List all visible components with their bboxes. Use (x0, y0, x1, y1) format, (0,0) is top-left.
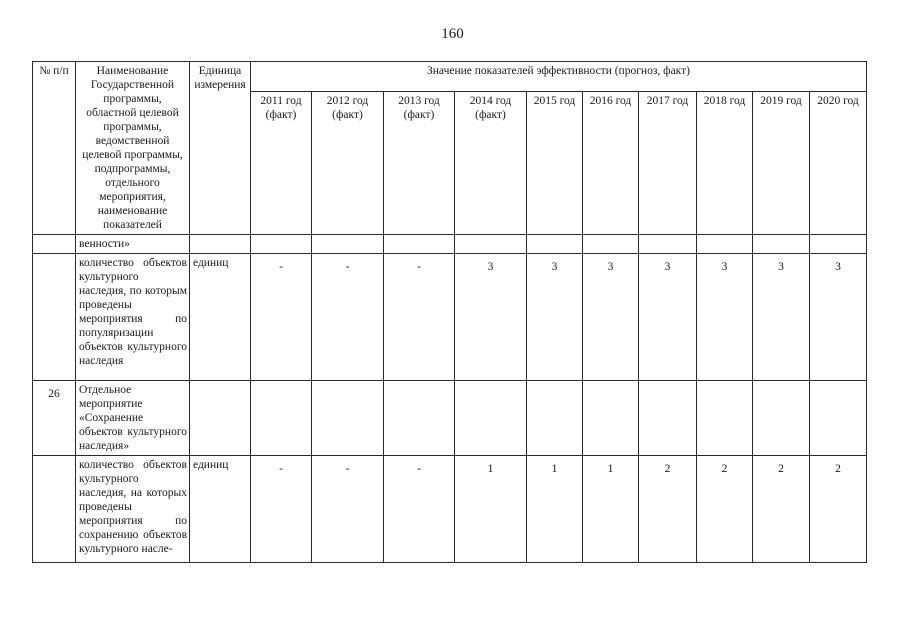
header-year: 2013 год (факт) (384, 92, 455, 235)
header-year: 2015 год (527, 92, 583, 235)
row-value: - (384, 456, 455, 563)
row-unit (190, 235, 251, 254)
row-name: количество объектов культурного наследия, по которым проведены мероприятия по популяризации объектов культурного наследия (76, 254, 190, 381)
row-value (583, 235, 639, 254)
row-unit: единиц (190, 456, 251, 563)
row-value: 2 (753, 456, 810, 563)
row-value (455, 235, 527, 254)
row-name: Отдельное мероприятие «Сохранение объектов культурного наследия» (76, 381, 190, 456)
header-values-group: Значение показателей эффективности (прогноз, факт) (251, 62, 867, 92)
row-value: 2 (639, 456, 697, 563)
row-value: 3 (455, 254, 527, 381)
row-value (251, 235, 312, 254)
row-value: 2 (810, 456, 867, 563)
row-value: 3 (583, 254, 639, 381)
row-value (639, 235, 697, 254)
row-value (697, 381, 753, 456)
row-value (639, 381, 697, 456)
page-number: 160 (441, 26, 464, 42)
header-year: 2014 год (факт) (455, 92, 527, 235)
row-value (753, 235, 810, 254)
row-value: 3 (810, 254, 867, 381)
table-row (33, 254, 867, 381)
row-value (527, 381, 583, 456)
header-row-main (33, 62, 867, 92)
row-value: 1 (455, 456, 527, 563)
header-year: 2017 год (639, 92, 697, 235)
row-value (810, 235, 867, 254)
row-unit: единиц (190, 254, 251, 381)
header-year: 2019 год (753, 92, 810, 235)
row-value: 1 (583, 456, 639, 563)
header-year: 2016 год (583, 92, 639, 235)
row-value: - (251, 456, 312, 563)
row-num (33, 235, 76, 254)
row-value (583, 381, 639, 456)
row-value (455, 381, 527, 456)
row-value: - (251, 254, 312, 381)
row-value (697, 235, 753, 254)
row-value (753, 381, 810, 456)
row-value (251, 381, 312, 456)
header-name: Наименование Государственной программы, областной целевой программы, ведомственной целевой программы, подпрограммы, отдельного мероприятия, наименование показателей (76, 62, 190, 235)
row-value: - (312, 254, 384, 381)
table-row (33, 235, 867, 254)
row-value (527, 235, 583, 254)
row-value (312, 235, 384, 254)
row-num (33, 254, 76, 381)
table-row (33, 456, 867, 563)
row-value: - (384, 254, 455, 381)
header-unit: Единица измерения (190, 62, 251, 235)
row-value (384, 381, 455, 456)
header-num: № п/п (33, 62, 76, 235)
row-num: 26 (33, 381, 76, 456)
row-value (384, 235, 455, 254)
row-name: количество объектов культурного наследия, на которых проведены мероприятия по сохранению объектов культурного насле- (76, 456, 190, 563)
row-value: 3 (753, 254, 810, 381)
row-value: 3 (527, 254, 583, 381)
indicators-table (32, 61, 867, 563)
table-row (33, 381, 867, 456)
row-value: 3 (697, 254, 753, 381)
header-year: 2020 год (810, 92, 867, 235)
row-name: венности» (76, 235, 190, 254)
header-year: 2018 год (697, 92, 753, 235)
row-value (312, 381, 384, 456)
row-value: 2 (697, 456, 753, 563)
row-value: - (312, 456, 384, 563)
row-value (810, 381, 867, 456)
row-unit (190, 381, 251, 456)
header-year: 2012 год (факт) (312, 92, 384, 235)
row-value: 1 (527, 456, 583, 563)
row-value: 3 (639, 254, 697, 381)
row-num (33, 456, 76, 563)
header-year: 2011 год (факт) (251, 92, 312, 235)
